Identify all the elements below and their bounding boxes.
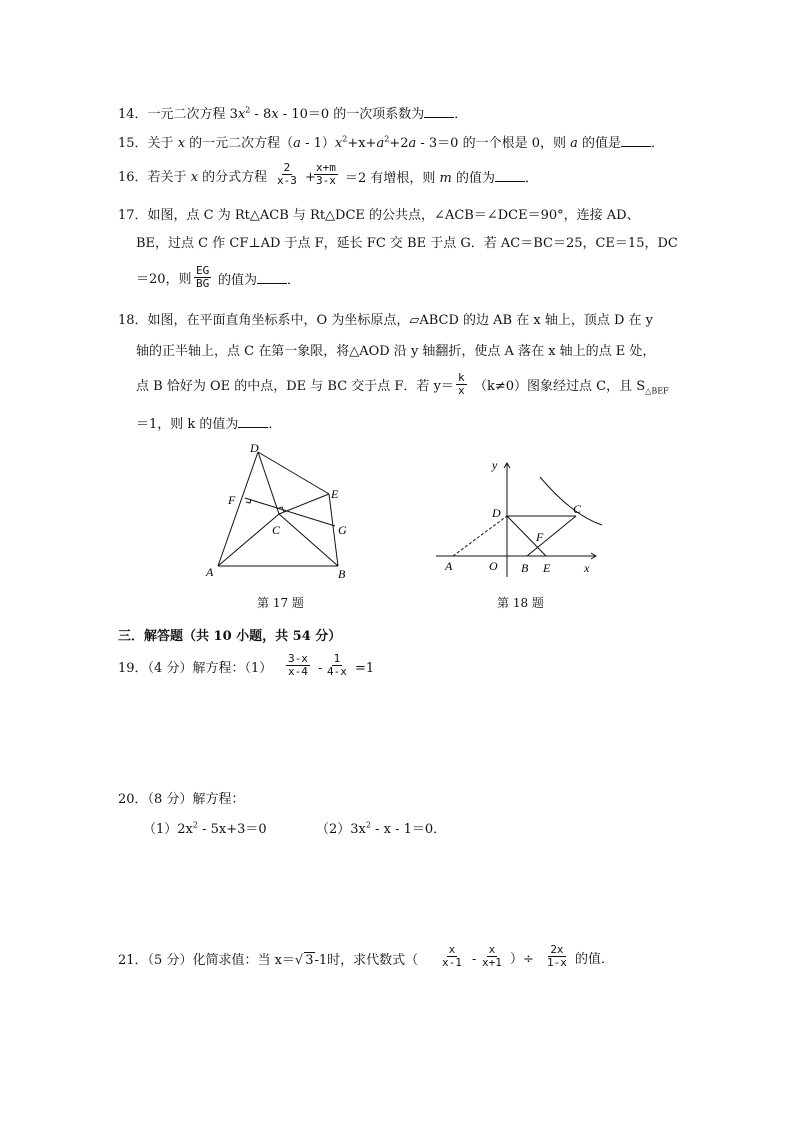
segment-AD-dashed — [453, 516, 507, 556]
question-14: 14．一元二次方程 $3x^2 - 8x - 10=0$ 的一次项系数为 ． — [118, 105, 468, 122]
q19-equals: =1 — [355, 661, 375, 676]
fraction: $\frac{3-x}{x-4}$ — [288, 652, 308, 678]
q17-line-2: BE，过点 C 作 CF⊥AD 于点 F，延长 FC 交 BE 于点 G．若 AC＝BC＝25，CE＝15，DC — [136, 236, 678, 251]
label-F: F — [228, 493, 236, 507]
label-O: O — [489, 559, 498, 573]
label-F: F — [536, 530, 544, 544]
q18-line-2: 轴的正半轴上，点 C 在第一象限，将△AOD 沿 y 轴翻折，使点 A 落在 x 轴上的点 E 处， — [136, 344, 656, 359]
q16-text-a: 16．若关于 x 的分式方程 — [118, 170, 268, 185]
label-A: A — [445, 559, 453, 573]
q18-line-1: 18．如图，在平面直角坐标系中，O 为坐标原点，▱ABCD 的边 AB 在 x 轴上，顶点 D 在 y — [118, 313, 653, 328]
segment-DE — [258, 452, 329, 494]
q18-line-4: ＝1，则 k 的值为 ． — [136, 417, 282, 432]
segment-FG — [245, 498, 335, 526]
q20-part-1: $(1)2x^2 - 5x+3=0$ — [143, 820, 267, 837]
q16-text-b: ＝2 有增根，则 m 的值为 ． — [345, 171, 539, 186]
q20-part-2: $(2)3x^2 - x - 1=0$． — [316, 820, 447, 837]
minus-sign: - — [318, 661, 323, 676]
q19-text: 19．（4 分）解方程：（1） — [118, 661, 273, 676]
fraction: $\frac{2}{x-3}$ — [277, 161, 297, 187]
label-A: A — [206, 565, 214, 579]
label-y: y — [492, 458, 498, 472]
label-x: x — [584, 561, 590, 575]
segment-DC — [258, 452, 279, 514]
segment-EB — [329, 494, 338, 566]
label-E: E — [331, 487, 339, 501]
q18-line-3-end: （k≠0）图象经过点 C，且 $S_{\triangle BEF}$ — [474, 379, 669, 396]
figure-18-caption: 第 18 题 — [497, 596, 544, 610]
minus-sign: - — [472, 952, 477, 967]
label-E: E — [543, 561, 551, 575]
label-B: B — [338, 567, 346, 581]
answer-blank — [257, 272, 287, 284]
label-G: G — [338, 523, 347, 537]
question-15: 15．关于 x 的一元二次方程$(a - 1)x^2+x+a^2+2a - 3=0$ 的一个根是 0，则 a 的值是 ． — [118, 134, 665, 151]
fraction: $\frac{k}{x}$ — [458, 371, 465, 397]
figure-17 — [200, 440, 370, 590]
label-D: D — [492, 506, 501, 520]
figure-18 — [432, 455, 612, 585]
fraction: $\frac{x}{x-1}$ — [442, 943, 462, 969]
fraction: $\frac{EG}{BG}$ — [196, 264, 210, 290]
fraction: $\frac{x}{x+1}$ — [482, 943, 502, 969]
fraction: $\frac{1}{4-x}$ — [327, 652, 347, 678]
plus-sign: + — [305, 170, 316, 185]
q21-text-a: 21．（5 分）化简求值：当 x＝√ 3-1时，求代数式（ — [118, 953, 419, 968]
segment-CB — [279, 514, 338, 566]
answer-blank — [621, 135, 651, 147]
q17-line-3-end: 的值为 ． — [218, 273, 301, 288]
fraction: $\frac{2x}{1-x}$ — [547, 943, 567, 969]
label-C: C — [272, 523, 281, 537]
answer-blank — [238, 416, 268, 428]
answer-blank — [424, 106, 454, 118]
section-title: 三．解答题（共 10 小题，共 54 分） — [118, 629, 342, 644]
q21-text-c: ）÷ — [510, 952, 534, 967]
q18-line-3: 点 B 恰好为 OE 的中点，DE 与 BC 交于点 F．若 y＝ — [136, 379, 454, 394]
fraction: $\frac{x+m}{3-x}$ — [316, 161, 336, 187]
label-D: D — [250, 441, 259, 455]
q17-line-1: 17．如图，点 C 为 Rt△ACB 与 Rt△DCE 的公共点，∠ACB＝∠DCE＝90°，连接 AD、 — [118, 208, 640, 223]
label-C: C — [573, 502, 582, 516]
figure-17-caption: 第 17 题 — [257, 596, 304, 610]
q20-text: 20．（8 分）解方程： — [118, 792, 245, 807]
q21-text-d: 的值． — [575, 952, 615, 967]
segment-BC — [527, 516, 576, 556]
q17-line-3: ＝20，则 — [136, 272, 192, 287]
label-B: B — [521, 561, 529, 575]
answer-blank — [495, 170, 525, 182]
hyperbola-curve — [540, 477, 602, 525]
